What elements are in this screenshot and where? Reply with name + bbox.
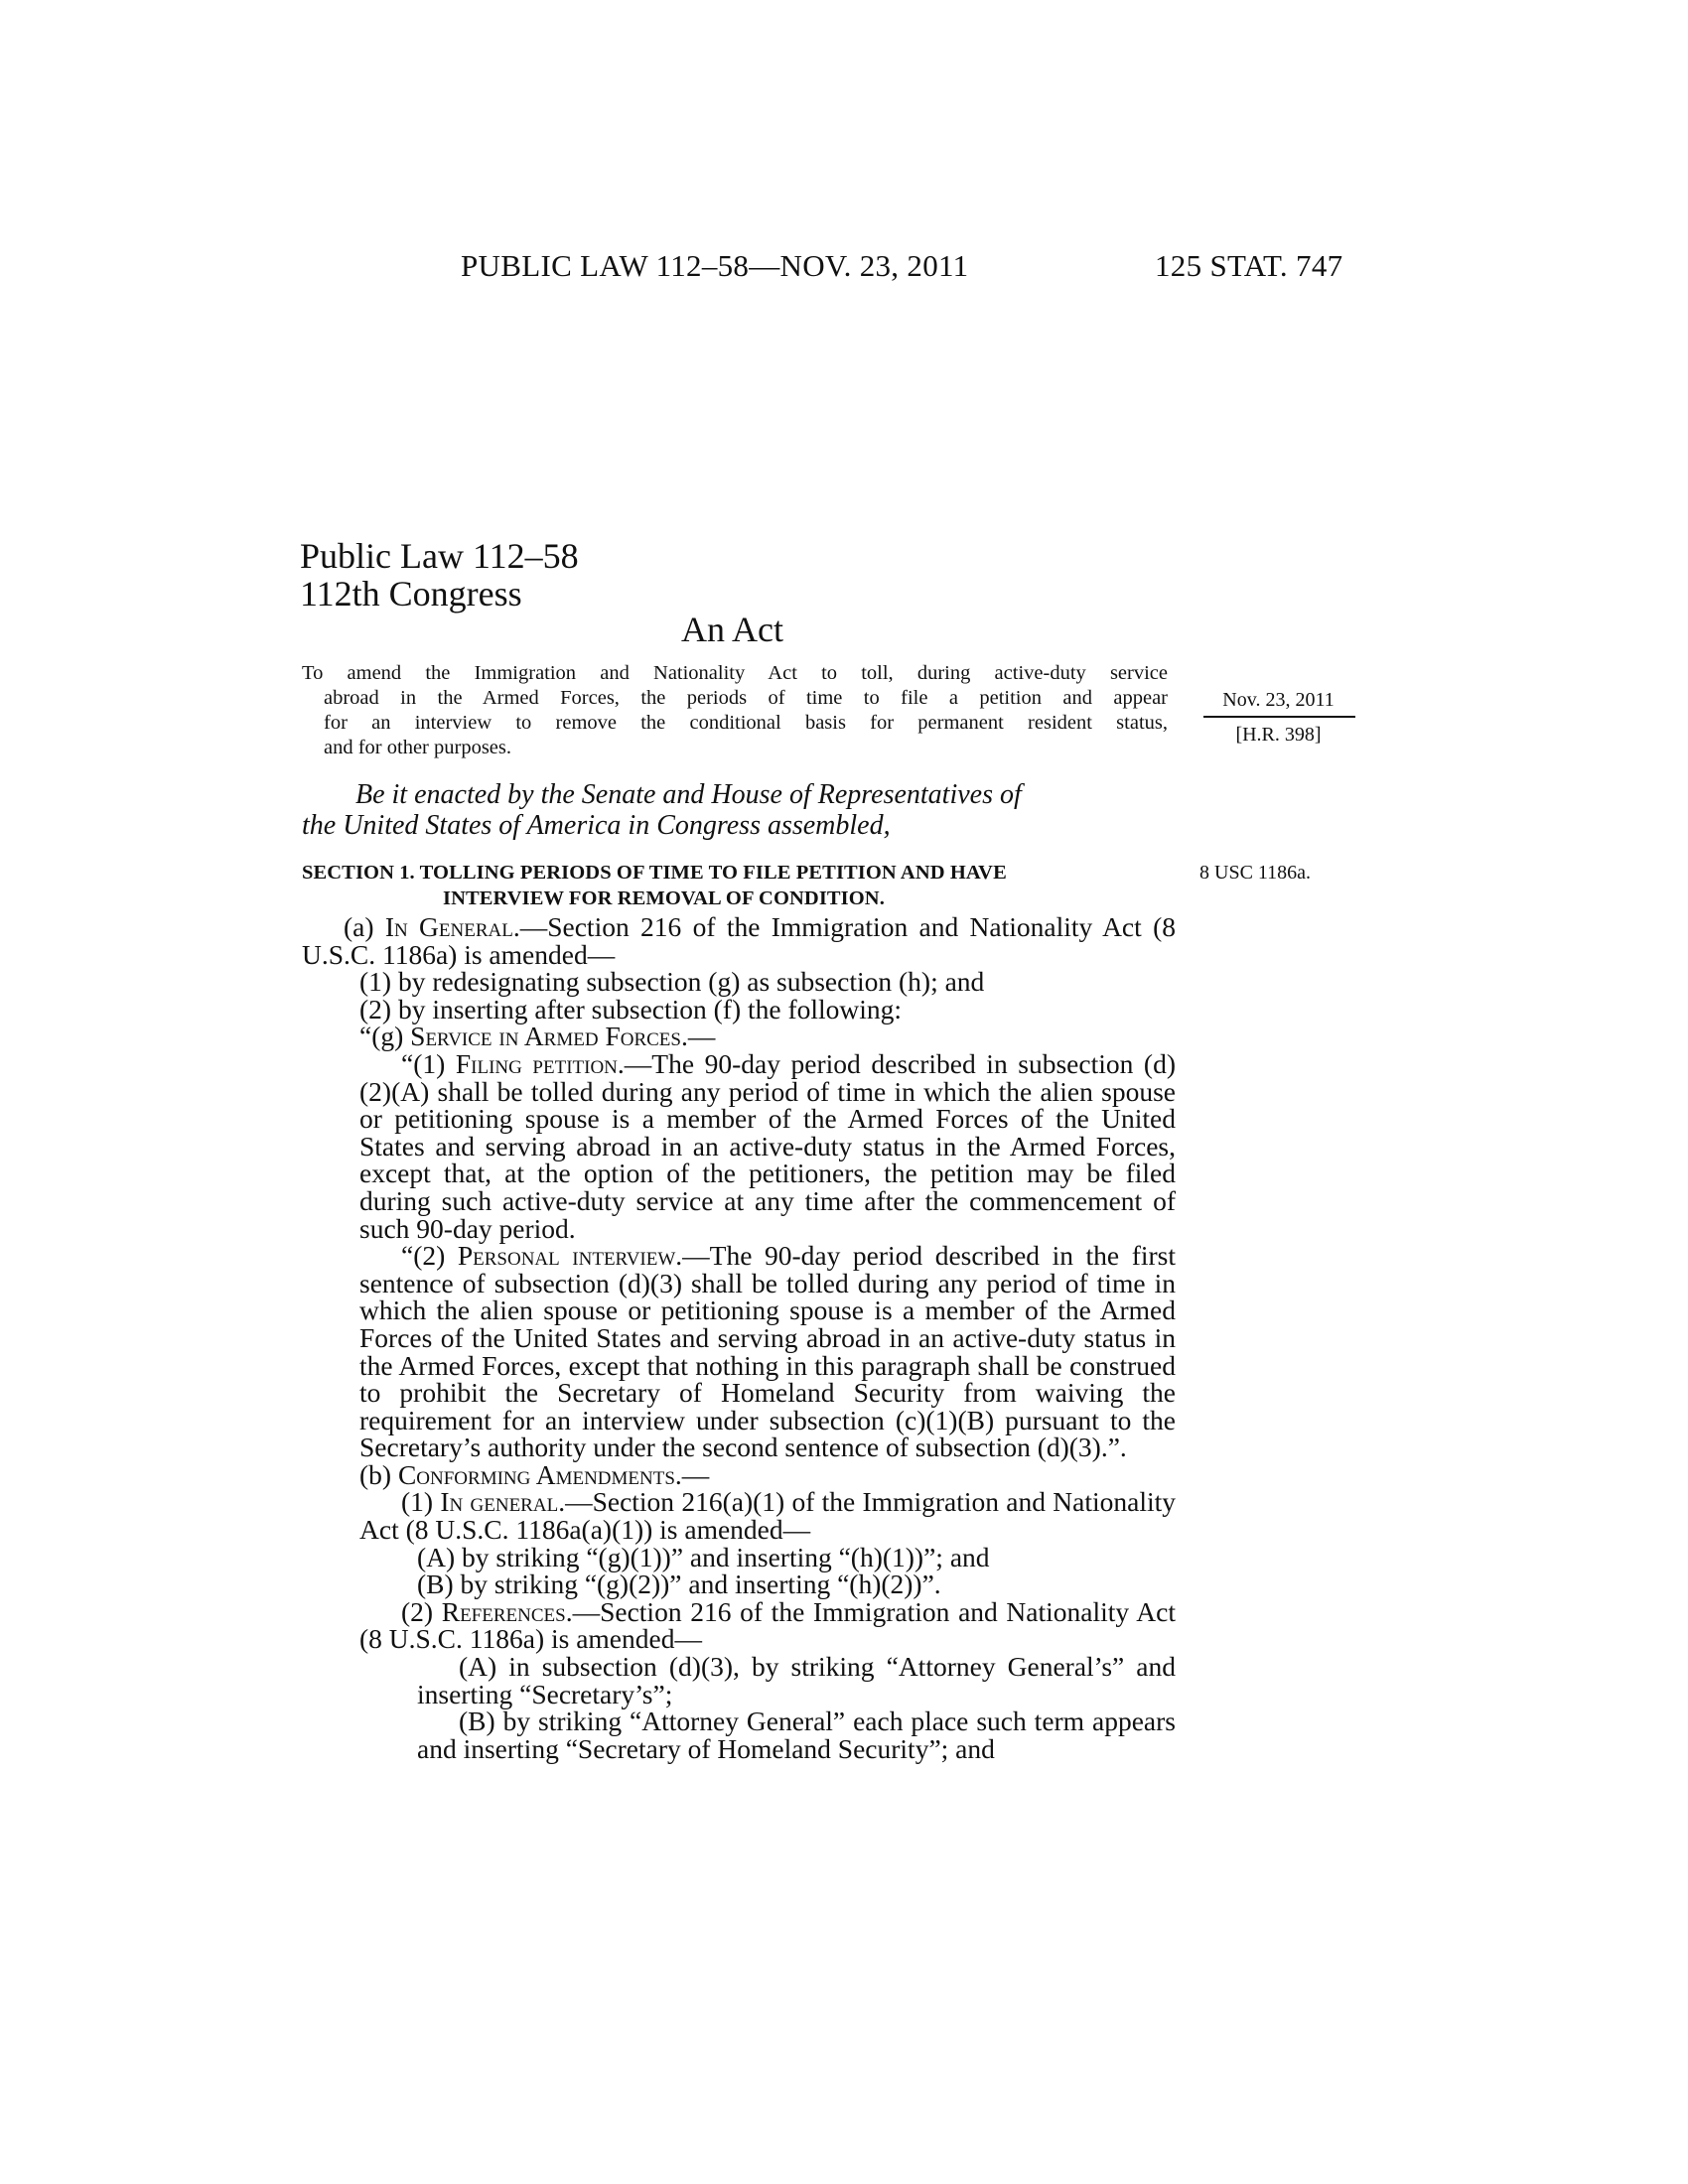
margin-note-rule bbox=[1203, 716, 1355, 718]
paragraph-a1: (1) by redesignating subsection (g) as subsection (h); and bbox=[359, 966, 985, 998]
subparagraph-b1B: (B) by striking “(g)(2))” and inserting “(h)(2))”. bbox=[417, 1569, 941, 1600]
margin-note-usc: 8 USC 1186a. bbox=[1199, 862, 1312, 884]
purpose-line: To amend the Immigration and Nationality Act to toll, during active-duty service bbox=[302, 662, 1168, 684]
paragraph-g1: “(1) Filing petition.—The 90-day period described in subsection (d)(2)(A) shall be tolled during any period of time in which the alien spouse or petitioning spouse is a member of the Armed Forces of the United States and serving abroad in an active-duty status in the Armed Forces, except that, at the option of the petitioners, the petition may be filed during such active-duty service at any time after the commencement of such 90-day period. bbox=[359, 1047, 1176, 1244]
purpose-statement bbox=[302, 661, 1168, 760]
subparagraph-b2B: (B) by striking “Attorney General” each place such term appears and inserting “Secretary of Homeland Security”; and bbox=[417, 1706, 1176, 1764]
law-number: Public Law 112–58 bbox=[300, 536, 579, 576]
paragraph-b2: (2) References.—Section 216 of the Immigration and Nationality Act (8 U.S.C. 1186a) is amended— bbox=[359, 1595, 1176, 1655]
margin-note-date: Nov. 23, 2011 bbox=[1222, 689, 1335, 711]
subsection-a: (a) In General.—Section 216 of the Immigration and Nationality Act (8 U.S.C. 1186a) is amended— bbox=[302, 911, 1176, 970]
enacting-line: Be it enacted by the Senate and House of Representatives of bbox=[355, 779, 1022, 810]
purpose-line: for an interview to remove the conditional basis for permanent resident status, bbox=[324, 712, 1168, 734]
page-number: 125 STAT. 747 bbox=[1155, 248, 1343, 283]
act-label: An Act bbox=[681, 610, 783, 649]
paragraph-a2: (2) by inserting after subsection (f) the following: bbox=[359, 993, 903, 1024]
enacting-line: the United States of America in Congress assembled, bbox=[302, 810, 891, 841]
margin-note-bill: [H.R. 398] bbox=[1235, 724, 1322, 746]
purpose-line: and for other purposes. bbox=[324, 737, 512, 758]
purpose-line: abroad in the Armed Forces, the periods of time to file a petition and appear bbox=[324, 687, 1168, 709]
section-heading-line: INTERVIEW FOR REMOVAL OF CONDITION. bbox=[443, 887, 885, 909]
section-body bbox=[302, 913, 1176, 1762]
enacting-clause bbox=[302, 779, 1176, 841]
paragraph-b1: (1) In general.—Section 216(a)(1) of the Immigration and Nationality Act (8 U.S.C. 1186a(a)(1)) is amended— bbox=[359, 1486, 1176, 1546]
subparagraph-b2A: (A) in subsection (d)(3), by striking “Attorney General’s” and inserting “Secretary’s”; bbox=[417, 1651, 1176, 1709]
section-heading bbox=[302, 860, 1176, 911]
subparagraph-b1A: (A) by striking “(g)(1))” and inserting “(h)(1))”; and bbox=[417, 1541, 990, 1572]
paragraph-g2: “(2) Personal interview.—The 90-day period described in the first sentence of subsection (d)(3) shall be tolled during any period of time in which the alien spouse or petitioning spouse is a member of the Armed Forces of the United States and serving abroad in an active-duty status in the Armed Forces, except that nothing in this paragraph shall be construed to prohibit the Secretary of Homeland Security from waiving the requirement for an interview under subsection (c)(1)(B) pursuant to the Secretary’s authority under the second sentence of subsection (d)(3).”. bbox=[359, 1240, 1176, 1463]
congress-label: 112th Congress bbox=[300, 574, 522, 614]
running-head-left: PUBLIC LAW 112–58—NOV. 23, 2011 bbox=[461, 248, 969, 283]
section-heading-line: SECTION 1. TOLLING PERIODS OF TIME TO FILE PETITION AND HAVE bbox=[302, 862, 1007, 884]
subsection-b: (b) Conforming Amendments.— bbox=[359, 1458, 710, 1490]
subsection-g: “(g) Service in Armed Forces.— bbox=[359, 1021, 716, 1052]
